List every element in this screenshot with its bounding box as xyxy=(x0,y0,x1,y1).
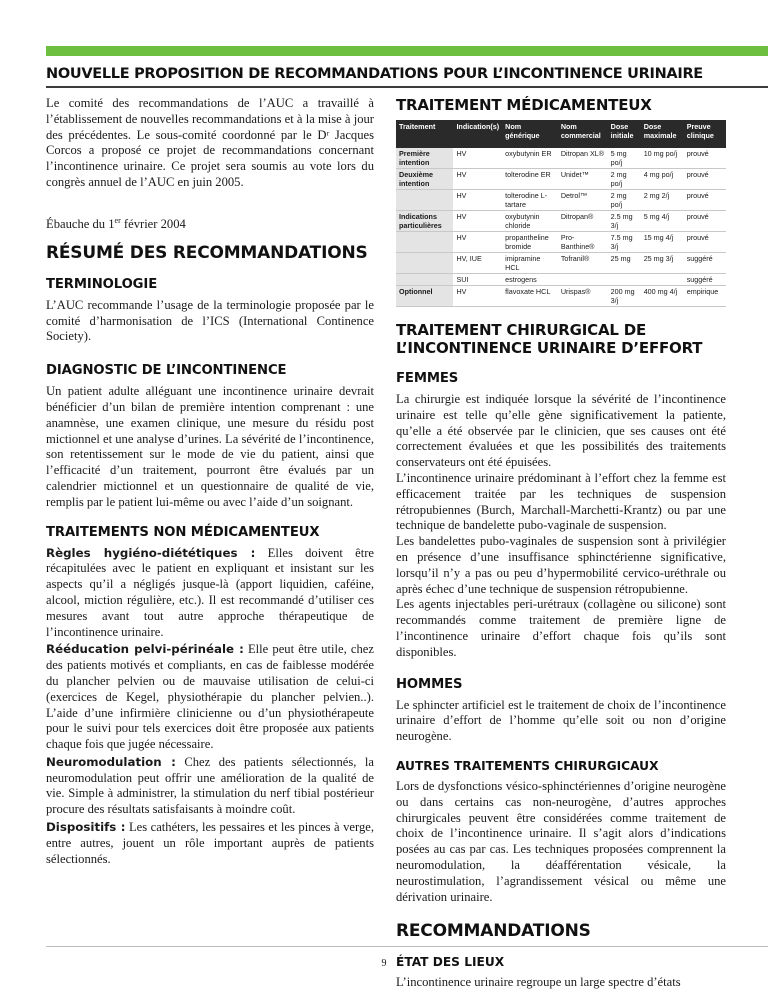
men-text: Le sphincter artificiel est le traitement de choix de l’incontinence urinaire d’effort de l’homme qu’elle soit ou non d’origine neurogène. xyxy=(396,697,726,744)
women-heading: FEMMES xyxy=(396,371,459,386)
hygiene-text: Elles doivent être récapitulées avec le patient en expliquant et insistant sur les aspects qu’il a négligés jusque-là (apport liquidien, caféine, alcool, miction régulière, etc.). Il est recommandé d’utiliser ces mesures avant tout autre approche thérapeutique de l’incontinence urinaire. xyxy=(46,545,374,639)
hygiene-lead: Règles hygiéno-diététiques : xyxy=(46,545,256,560)
diagnostic-heading: DIAGNOSTIC DE L’INCONTINENCE xyxy=(46,363,287,379)
neuro-lead: Neuromodulation : xyxy=(46,754,176,769)
page-number: 9 xyxy=(381,958,387,969)
table-cell: Unidet™ xyxy=(558,169,608,190)
women-text-2: L’incontinence urinaire prédominant à l’effort chez la femme est efficacement traitée par les techniques de suspension rétropubiennes (Burch, Marchall-Marchetti-Krantz) ou par une technique de bandelette pubo-vaginale de suspension. xyxy=(396,470,726,533)
table-category-cell xyxy=(396,190,453,211)
table-category-cell: Première intention xyxy=(396,148,453,169)
table-category-cell xyxy=(396,253,453,274)
table-cell: Detrol™ xyxy=(558,190,608,211)
table-row xyxy=(396,274,726,286)
table-cell: 200 mg 3/j xyxy=(608,286,641,307)
neuro-paragraph xyxy=(46,755,374,818)
table-row xyxy=(396,253,726,274)
table-category-cell xyxy=(396,274,453,286)
table-row xyxy=(396,190,726,211)
reeducation-paragraph xyxy=(46,642,374,753)
table-cell: Pro-Banthine® xyxy=(558,232,608,253)
table-cell: HV xyxy=(453,211,502,232)
terminology-heading: TERMINOLOGIE xyxy=(46,276,158,292)
intro-paragraph: Le comité des recommandations de l’AUC a travaillé à l’établissement de nouvelles recommandations et à la mise à jour des précédentes. Le sous-comité coordonné par le Dʳ Jacques Corcos a proposé ce projet de recommandations concernant l’incontinence urinaire. Ce projet sera soumis au vote lors du congrès annuel de l’AUC en juin 2005. xyxy=(46,96,374,189)
table-category-cell: Optionnel xyxy=(396,286,453,307)
neuro-text: Chez des patients sélectionnés, la neuromodulation peut offrir une amélioration de la qualité de vie. Simple à administrer, la stimulation du nerf tibial postérieur procure des résultats satisfaisants à moindre coût. xyxy=(46,754,374,817)
table-header-cell: Traitement xyxy=(396,120,453,148)
table-cell: 10 mg po/j xyxy=(641,148,684,169)
table-category-cell xyxy=(396,232,453,253)
table-header-row xyxy=(396,120,726,148)
table-cell: 25 mg 3/j xyxy=(641,253,684,274)
table-cell xyxy=(558,274,608,286)
table-header-cell: Nom générique xyxy=(502,120,558,148)
table-cell: 2 mg 2/j xyxy=(641,190,684,211)
table-row xyxy=(396,169,726,190)
footer-rule xyxy=(46,946,768,947)
table-cell: 4 mg po/j xyxy=(641,169,684,190)
draft-date: Ébauche du 1er février 2004 xyxy=(46,215,186,231)
table-row xyxy=(396,211,726,232)
table-cell: HV xyxy=(453,169,502,190)
table-cell: flavoxate HCL xyxy=(502,286,558,307)
table-cell: 25 mg xyxy=(608,253,641,274)
table-header-cell: Dose initiale xyxy=(608,120,641,148)
table-row xyxy=(396,286,726,307)
left-column xyxy=(46,96,374,867)
table-cell: prouvé xyxy=(684,169,726,190)
header-accent-bar xyxy=(46,46,768,56)
state-text: L’incontinence urinaire regroupe un large spectre d’états xyxy=(396,975,681,990)
table-cell: estrogens xyxy=(502,274,558,286)
table-cell: Tofranil® xyxy=(558,253,608,274)
table-cell: 7.5 mg 3/j xyxy=(608,232,641,253)
women-text-4: Les agents injectables peri-urétraux (collagène ou silicone) sont recommandés comme traitement de première ligne de l’incontinence urinaire d’effort chaque fois qu’ils sont disponibles. xyxy=(396,597,726,659)
devices-lead: Dispositifs : xyxy=(46,820,126,835)
page-title: NOUVELLE PROPOSITION DE RECOMMANDATIONS POUR L’INCONTINENCE URINAIRE xyxy=(46,66,703,82)
table-cell: prouvé xyxy=(684,232,726,253)
women-text-1: La chirurgie est indiquée lorsque la sévérité de l’incontinence urinaire est telle qu’elle gène significativement la patiente, qu’elle a été observée par le clinicien, que ses causes ont été correctement évaluées et que les possibilités des traitements conservateurs ont été épuisées. xyxy=(396,392,726,470)
table-header-cell: Preuve clinique xyxy=(684,120,726,148)
table-cell: HV xyxy=(453,232,502,253)
table-cell: prouvé xyxy=(684,190,726,211)
table-cell: 2.5 mg 3/j xyxy=(608,211,641,232)
table-row xyxy=(396,148,726,169)
table-cell: oxybutynin ER xyxy=(502,148,558,169)
med-heading: TRAITEMENT MÉDICAMENTEUX xyxy=(396,96,652,114)
table-cell: 15 mg 4/j xyxy=(641,232,684,253)
table-cell: suggéré xyxy=(684,253,726,274)
table-header-cell: Nom commercial xyxy=(558,120,608,148)
table-cell: 2 mg po/j xyxy=(608,169,641,190)
table-cell: Urispas® xyxy=(558,286,608,307)
table-cell: HV xyxy=(453,190,502,211)
table-cell: suggéré xyxy=(684,274,726,286)
summary-heading: RÉSUMÉ DES RECOMMANDATIONS xyxy=(46,242,368,263)
table-cell: HV xyxy=(453,286,502,307)
table-row xyxy=(396,232,726,253)
other-surgery-heading: AUTRES TRAITEMENTS CHIRURGICAUX xyxy=(396,758,659,773)
table-cell: 400 mg 4/j xyxy=(641,286,684,307)
surgical-heading: TRAITEMENT CHIRURGICAL DE L’INCONTINENCE URINAIRE D’EFFORT xyxy=(396,321,703,357)
reeducation-text: Elle peut être utile, chez des patients motivés et compliants, en cas de faiblesse modérée du plancher pelvien ou de mauvaise utilisation de celui-ci (exercices de Kegel, physiothérapie du plancher pelvien..). L’aide d’une infirmière clinicienne ou d’un physiothérapeute pour le suivi pour tels exercices doit être proposée aux patients chaque fois que jugée nécessaire. xyxy=(46,642,374,752)
table-cell: tolterodine ER xyxy=(502,169,558,190)
table-cell: Ditropan® xyxy=(558,211,608,232)
table-cell: imipramine HCL xyxy=(502,253,558,274)
men-heading: HOMMES xyxy=(396,676,463,692)
right-column xyxy=(396,96,726,991)
women-text-3: Les bandelettes pubo-vaginales de suspension sont à privilégier en présence d’une insuffisance sphinctérienne significative, lorsqu’il n’y a pas ou peu d’hypermobilité cervico-uréthrale ou après échec d’une technique de suspension rétropubienne. xyxy=(396,534,726,596)
terminology-text: L’AUC recommande l’usage de la terminologie proposée par le comité d’harmonisation de l’ICS (International Continence Society). xyxy=(46,297,374,344)
table-cell xyxy=(608,274,641,286)
table-cell: propantheline bromide xyxy=(502,232,558,253)
table-cell: Ditropan XL® xyxy=(558,148,608,169)
hygiene-paragraph xyxy=(46,546,374,641)
table-cell: prouvé xyxy=(684,148,726,169)
table-cell: tolterodine L-tartare xyxy=(502,190,558,211)
title-rule xyxy=(46,86,768,88)
table-cell: empirique xyxy=(684,286,726,307)
table-category-cell: Indications particulières xyxy=(396,211,453,232)
table-cell: HV, IUE xyxy=(453,253,502,274)
table-body xyxy=(396,148,726,307)
reeducation-lead: Rééducation pelvi-périnéale : xyxy=(46,642,244,657)
table-cell: prouvé xyxy=(684,211,726,232)
table-cell: SUI xyxy=(453,274,502,286)
table-header-cell: Indication(s) xyxy=(453,120,502,148)
medication-table xyxy=(396,120,726,307)
nonmed-heading: TRAITEMENTS NON MÉDICAMENTEUX xyxy=(46,524,320,540)
state-heading: ÉTAT DES LIEUX xyxy=(396,955,505,970)
devices-text: Les cathéters, les pessaires et les pinces à verge, entre autres, jouent un rôle important auprès de patients sélectionnés. xyxy=(46,820,374,866)
diagnostic-text: Un patient adulte alléguant une incontinence urinaire devrait bénéficier d’un bilan de première intention comprenant : une anamnèse, une examen clinique, une mesure du résidu post mictionnel et une analyse d’urines. La sévérité de l’incontinence, son retentissement sur le mode de vie du patient, ainsi que l’efficacité d’un traitement, pourront être évalués par un calendrier mictionnel et un questionnaire de qualité de vie, remplis par le patient lui-même ou avec l’aide d’un soignant. xyxy=(46,384,375,509)
table-cell: 5 mg po/j xyxy=(608,148,641,169)
table-category-cell: Deuxième intention xyxy=(396,169,453,190)
table-header-cell: Dose maximale xyxy=(641,120,684,148)
table-cell: oxybutynin chloride xyxy=(502,211,558,232)
recommendations-heading: RECOMMANDATIONS xyxy=(396,921,591,942)
devices-paragraph xyxy=(46,820,374,867)
table-cell: HV xyxy=(453,148,502,169)
table-cell: 2 mg po/j xyxy=(608,190,641,211)
table-cell: 5 mg 4/j xyxy=(641,211,684,232)
table-cell xyxy=(641,274,684,286)
other-surgery-text: Lors de dysfonctions vésico-sphinctériennes d’origine neurogène ou dans certains cas non-neurogène, d’autres approches chirurgicales peuvent être considérées comme traitement de choix de l’incontinence urinaire. Il s’agit alors d’indications posées au cas par cas. Les techniques proposées comprennent la neuromodulation, la déafférentation vésicale, la neurostimulation, l’agrandissement vésical ou même une dérivation urinaire. xyxy=(396,778,726,904)
